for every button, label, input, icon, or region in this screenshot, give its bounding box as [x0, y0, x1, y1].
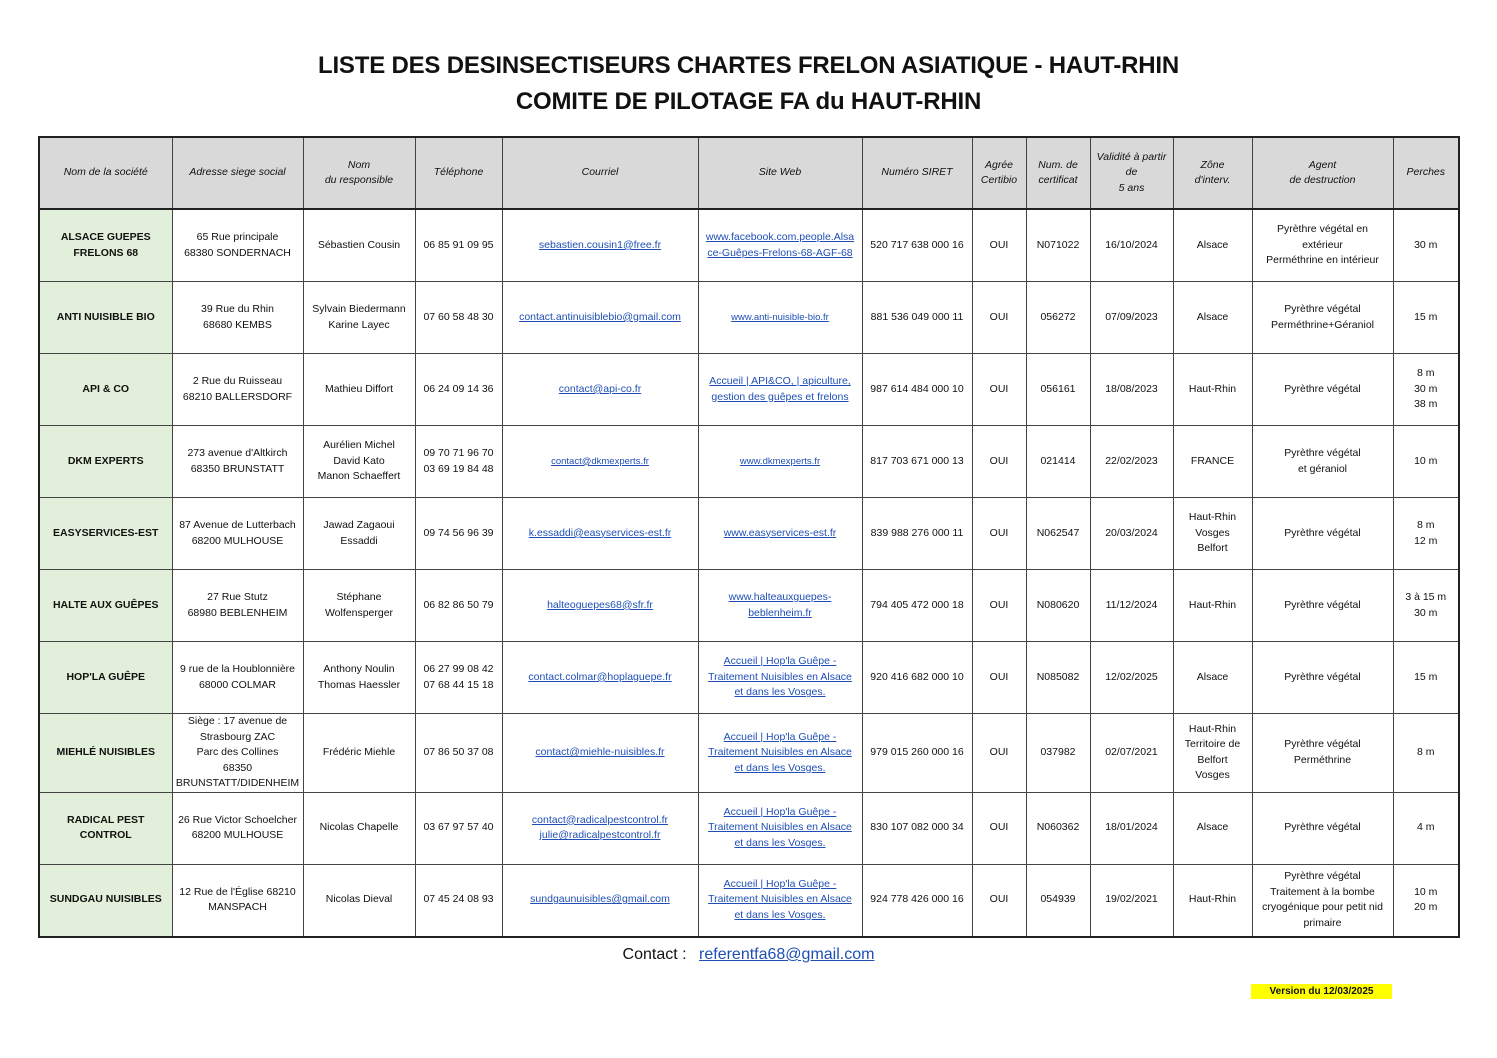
cell-site-web [698, 864, 862, 937]
cell-adresse: 65 Rue principale 68380 SONDERNACH [172, 209, 303, 282]
cell-perches: 3 à 15 m 30 m [1393, 570, 1459, 642]
cell-certificat: N085082 [1026, 642, 1090, 714]
desinsectiseurs-table [38, 136, 1460, 938]
cell-certibio: OUI [972, 792, 1026, 864]
header-adresse: Adresse siege social [172, 137, 303, 209]
cell-agent: Pyrèthre végétal [1252, 570, 1393, 642]
table-row [39, 282, 1459, 354]
cell-perches: 15 m [1393, 282, 1459, 354]
contact-label: Contact : [622, 946, 687, 963]
cell-telephone: 09 74 56 96 39 [415, 498, 502, 570]
cell-responsable: Nicolas Chapelle [303, 792, 415, 864]
cell-telephone: 07 86 50 37 08 [415, 714, 502, 793]
website-link[interactable]: www.dkmexperts.fr [739, 455, 821, 467]
header-societe: Nom de la société [39, 137, 172, 209]
cell-site-web [698, 570, 862, 642]
cell-siret: 830 107 082 000 34 [862, 792, 972, 864]
cell-perches: 8 m 30 m 38 m [1393, 354, 1459, 426]
header-validite: Validité à partir de 5 ans [1090, 137, 1173, 209]
cell-adresse: 273 avenue d'Altkirch 68350 BRUNSTATT [172, 426, 303, 498]
document-subtitle: COMITE DE PILOTAGE FA du HAUT-RHIN [515, 88, 982, 115]
cell-validite: 02/07/2021 [1090, 714, 1173, 793]
email-link[interactable]: contact@miehle-nuisibles.fr [535, 746, 665, 758]
email-link[interactable]: halteoguepes68@sfr.fr [547, 598, 653, 611]
table-row [39, 498, 1459, 570]
email-link[interactable]: k.essaddi@easyservices-est.fr [528, 526, 672, 539]
cell-courriel [502, 792, 698, 864]
cell-societe: RADICAL PEST CONTROL [39, 792, 172, 864]
table-row [39, 714, 1459, 793]
cell-societe: HOP'LA GUÊPE [39, 642, 172, 714]
version-badge: Version du 12/03/2025 [1251, 984, 1392, 999]
cell-adresse: 87 Avenue de Lutterbach 68200 MULHOUSE [172, 498, 303, 570]
cell-telephone: 06 24 09 14 36 [415, 354, 502, 426]
header-row [39, 137, 1459, 209]
header-responsable: Nom du responsible [303, 137, 415, 209]
website-link[interactable]: Accueil | Hop'la Guêpe - Traitement Nuisibles en Alsace et dans les Vosges. [708, 805, 852, 849]
website-link[interactable]: www.anti-nuisible-bio.fr [731, 311, 829, 323]
cell-certificat: 021414 [1026, 426, 1090, 498]
cell-siret: 924 778 426 000 16 [862, 864, 972, 937]
cell-siret: 794 405 472 000 18 [862, 570, 972, 642]
cell-siret: 520 717 638 000 16 [862, 209, 972, 282]
cell-agent: Pyrèthre végétal Perméthrine+Géraniol [1252, 282, 1393, 354]
table-row [39, 642, 1459, 714]
cell-validite: 12/02/2025 [1090, 642, 1173, 714]
cell-courriel [502, 714, 698, 793]
cell-societe: ALSACE GUEPES FRELONS 68 [39, 209, 172, 282]
cell-certibio: OUI [972, 642, 1026, 714]
cell-adresse: 39 Rue du Rhin 68680 KEMBS [172, 282, 303, 354]
cell-siret: 839 988 276 000 11 [862, 498, 972, 570]
table-row [39, 864, 1459, 937]
website-link[interactable]: www.halteauxguepes- beblenheim.fr [728, 591, 832, 619]
cell-courriel [502, 426, 698, 498]
email-link[interactable]: sundgaunuisibles@gmail.com [530, 893, 670, 906]
cell-certificat: N062547 [1026, 498, 1090, 570]
cell-site-web [698, 642, 862, 714]
header-certificat: Num. de certificat [1026, 137, 1090, 209]
cell-certificat: N071022 [1026, 209, 1090, 282]
email-link[interactable]: sebastien.cousin1@free.fr [538, 238, 662, 251]
cell-courriel [502, 570, 698, 642]
cell-telephone: 03 67 97 57 40 [415, 792, 502, 864]
cell-responsable: Aurélien Michel David Kato Manon Schaeffert [303, 426, 415, 498]
cell-adresse: 26 Rue Victor Schoelcher 68200 MULHOUSE [172, 792, 303, 864]
cell-responsable: Jawad Zagaoui Essaddi [303, 498, 415, 570]
cell-zone: Haut-Rhin [1173, 570, 1252, 642]
document-title: LISTE DES DESINSECTISEURS CHARTES FRELON ASIATIQUE - HAUT-RHIN [318, 52, 1179, 79]
cell-perches: 4 m [1393, 792, 1459, 864]
table-row [39, 209, 1459, 282]
cell-societe: EASYSERVICES-EST [39, 498, 172, 570]
cell-siret: 979 015 260 000 16 [862, 714, 972, 793]
cell-responsable: Sylvain Biedermann Karine Layec [303, 282, 415, 354]
cell-responsable: Mathieu Diffort [303, 354, 415, 426]
header-siret: Numéro SIRET [862, 137, 972, 209]
cell-telephone: 07 60 58 48 30 [415, 282, 502, 354]
cell-adresse: Siège : 17 avenue de Strasbourg ZAC Parc des Collines 68350 BRUNSTATT/DIDENHEIM [172, 714, 303, 793]
cell-courriel [502, 864, 698, 937]
contact-email-link[interactable]: referentfa68@gmail.com [699, 946, 875, 963]
cell-agent: Pyrèthre végétal [1252, 642, 1393, 714]
cell-siret: 987 614 484 000 10 [862, 354, 972, 426]
header-perches: Perches [1393, 137, 1459, 209]
cell-telephone: 07 45 24 08 93 [415, 864, 502, 937]
cell-societe: SUNDGAU NUISIBLES [39, 864, 172, 937]
cell-validite: 16/10/2024 [1090, 209, 1173, 282]
website-link[interactable]: www.facebook.com.people.Alsa ce-Guêpes-Frelons-68-AGF-68 [705, 231, 855, 259]
cell-agent: Pyrèthre végétal Traitement à la bombe cryogénique pour petit nid primaire [1252, 864, 1393, 937]
cell-zone: Haut-Rhin Vosges Belfort [1173, 498, 1252, 570]
cell-agent: Pyrèthre végétal [1252, 354, 1393, 426]
cell-zone: Alsace [1173, 209, 1252, 282]
cell-perches: 8 m [1393, 714, 1459, 793]
cell-telephone: 06 82 86 50 79 [415, 570, 502, 642]
cell-certibio: OUI [972, 426, 1026, 498]
cell-validite: 20/03/2024 [1090, 498, 1173, 570]
header-zone: Zône d'interv. [1173, 137, 1252, 209]
cell-certibio: OUI [972, 354, 1026, 426]
cell-certificat: 056161 [1026, 354, 1090, 426]
cell-courriel [502, 498, 698, 570]
table-row [39, 426, 1459, 498]
cell-zone: Haut-Rhin Territoire de Belfort Vosges [1173, 714, 1252, 793]
cell-responsable: Stéphane Wolfensperger [303, 570, 415, 642]
cell-zone: FRANCE [1173, 426, 1252, 498]
cell-zone: Haut-Rhin [1173, 864, 1252, 937]
table-row [39, 792, 1459, 864]
website-link[interactable]: Accueil | API&CO, | apiculture, gestion des guêpes et frelons [709, 375, 851, 403]
cell-responsable: Frédéric Miehle [303, 714, 415, 793]
email-link[interactable]: contact@dkmexperts.fr [551, 455, 649, 467]
website-link[interactable]: www.easyservices-est.fr [723, 526, 837, 539]
header-agent: Agent de destruction [1252, 137, 1393, 209]
header-site-web: Site Web [698, 137, 862, 209]
cell-validite: 11/12/2024 [1090, 570, 1173, 642]
cell-societe: API & CO [39, 354, 172, 426]
cell-courriel [502, 354, 698, 426]
cell-societe: MIEHLÉ NUISIBLES [39, 714, 172, 793]
cell-siret: 817 703 671 000 13 [862, 426, 972, 498]
cell-certibio: OUI [972, 714, 1026, 793]
cell-adresse: 27 Rue Stutz 68980 BEBLENHEIM [172, 570, 303, 642]
cell-perches: 10 m [1393, 426, 1459, 498]
contact-line [0, 946, 1497, 964]
website-link[interactable]: Accueil | Hop'la Guêpe - Traitement Nuisibles en Alsace et dans les Vosges. [708, 730, 852, 774]
cell-adresse: 9 rue de la Houblonnière 68000 COLMAR [172, 642, 303, 714]
cell-certificat: 056272 [1026, 282, 1090, 354]
cell-zone: Alsace [1173, 792, 1252, 864]
cell-societe: DKM EXPERTS [39, 426, 172, 498]
cell-validite: 07/09/2023 [1090, 282, 1173, 354]
cell-agent: Pyrèthre végétal [1252, 498, 1393, 570]
cell-siret: 881 536 049 000 11 [862, 282, 972, 354]
cell-certificat: N060362 [1026, 792, 1090, 864]
cell-agent: Pyrèthre végétal Perméthrine [1252, 714, 1393, 793]
cell-perches: 15 m [1393, 642, 1459, 714]
cell-zone: Alsace [1173, 642, 1252, 714]
cell-adresse: 12 Rue de l'Église 68210 MANSPACH [172, 864, 303, 937]
cell-site-web [698, 498, 862, 570]
cell-site-web [698, 282, 862, 354]
email-link[interactable]: contact.colmar@hoplaguepe.fr [528, 670, 672, 683]
cell-site-web [698, 426, 862, 498]
cell-societe: ANTI NUISIBLE BIO [39, 282, 172, 354]
table-row [39, 570, 1459, 642]
cell-adresse: 2 Rue du Ruisseau 68210 BALLERSDORF [172, 354, 303, 426]
cell-siret: 920 416 682 000 10 [862, 642, 972, 714]
cell-responsable: Nicolas Dieval [303, 864, 415, 937]
cell-validite: 18/08/2023 [1090, 354, 1173, 426]
table-row [39, 354, 1459, 426]
cell-telephone: 06 85 91 09 95 [415, 209, 502, 282]
cell-courriel [502, 209, 698, 282]
cell-societe: HALTE AUX GUÊPES [39, 570, 172, 642]
cell-agent: Pyrèthre végétal en extérieur Perméthrine en intérieur [1252, 209, 1393, 282]
cell-validite: 22/02/2023 [1090, 426, 1173, 498]
website-link[interactable]: Accueil | Hop'la Guêpe - Traitement Nuisibles en Alsace et dans les Vosges. [708, 655, 852, 699]
cell-certibio: OUI [972, 498, 1026, 570]
cell-certificat: N080620 [1026, 570, 1090, 642]
cell-zone: Alsace [1173, 282, 1252, 354]
header-courriel: Courriel [502, 137, 698, 209]
header-telephone: Téléphone [415, 137, 502, 209]
email-link[interactable]: contact@radicalpestcontrol.fr julie@radicalpestcontrol.fr [531, 813, 669, 841]
website-link[interactable]: Accueil | Hop'la Guêpe - Traitement Nuisibles en Alsace et dans les Vosges. [708, 877, 852, 921]
cell-telephone: 09 70 71 96 70 03 69 19 84 48 [415, 426, 502, 498]
cell-certibio: OUI [972, 209, 1026, 282]
cell-courriel [502, 282, 698, 354]
cell-site-web [698, 354, 862, 426]
cell-responsable: Anthony Noulin Thomas Haessler [303, 642, 415, 714]
cell-perches: 10 m 20 m [1393, 864, 1459, 937]
cell-validite: 19/02/2021 [1090, 864, 1173, 937]
cell-telephone: 06 27 99 08 42 07 68 44 15 18 [415, 642, 502, 714]
cell-validite: 18/01/2024 [1090, 792, 1173, 864]
cell-courriel [502, 642, 698, 714]
cell-site-web [698, 792, 862, 864]
cell-certificat: 037982 [1026, 714, 1090, 793]
email-link[interactable]: contact@api-co.fr [558, 382, 642, 395]
cell-certibio: OUI [972, 282, 1026, 354]
cell-certibio: OUI [972, 864, 1026, 937]
header-certibio: Agrée Certibio [972, 137, 1026, 209]
cell-agent: Pyrèthre végétal [1252, 792, 1393, 864]
cell-certificat: 054939 [1026, 864, 1090, 937]
cell-certibio: OUI [972, 570, 1026, 642]
cell-zone: Haut-Rhin [1173, 354, 1252, 426]
cell-site-web [698, 714, 862, 793]
cell-perches: 8 m 12 m [1393, 498, 1459, 570]
cell-perches: 30 m [1393, 209, 1459, 282]
cell-responsable: Sébastien Cousin [303, 209, 415, 282]
cell-site-web [698, 209, 862, 282]
email-link[interactable]: contact.antinuisiblebio@gmail.com [519, 310, 681, 323]
cell-agent: Pyrèthre végétal et géraniol [1252, 426, 1393, 498]
